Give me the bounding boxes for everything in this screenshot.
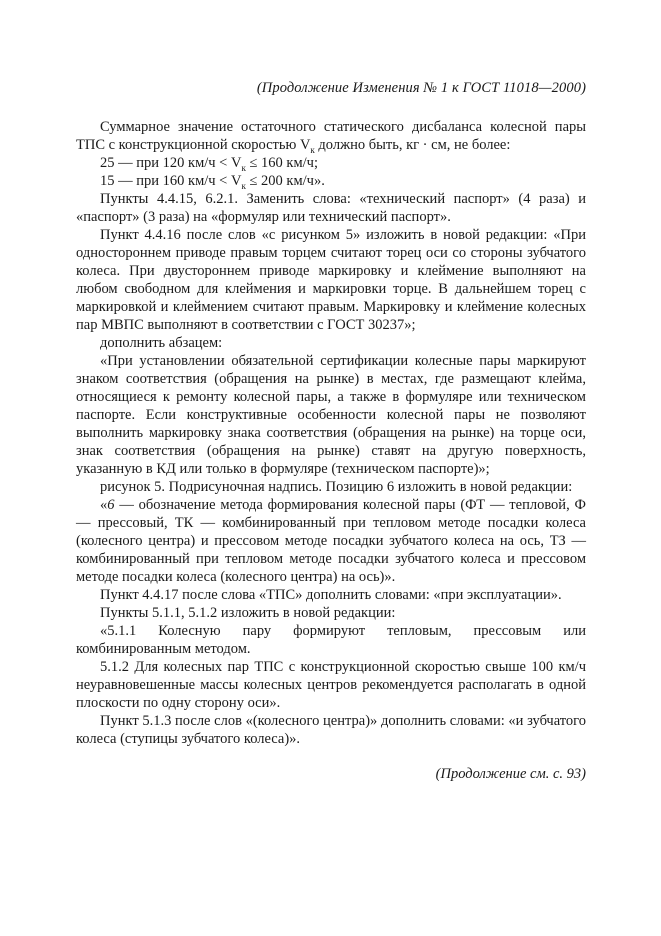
paragraph-position-6: «6 — обозначение метода формирования колесной пары (ФТ — тепловой, Ф — прессовый, ТК — комбинированный при тепловом методе посадки колеса (колесного центра) и прессовом методе посадки зубчатого колеса на ось, ТЗ — комбинированный при тепловом методе посадки зубчатого колеса и прессовом методе посадки колеса (колесного центра) на ось)». xyxy=(76,497,586,585)
list-item-limit-2 xyxy=(76,172,586,190)
document-body xyxy=(76,118,586,748)
paragraph-5-1-1-intro: Пункты 5.1.1, 5.1.2 изложить в новой редакции: xyxy=(100,605,396,621)
paragraph-4-4-15: Пункты 4.4.15, 6.2.1. Заменить слова: «технический паспорт» (4 раза) и «паспорт» (3 раза) на «формуляр или технический паспорт». xyxy=(76,191,586,225)
limit-text: ≤ 200 км/ч». xyxy=(245,173,325,189)
limit-text: 15 — при 160 км/ч < V xyxy=(100,173,242,189)
velocity-subscript: к xyxy=(310,144,315,155)
velocity-symbol: V xyxy=(299,137,311,153)
document-page xyxy=(76,78,586,784)
paragraph-4-4-16: Пункт 4.4.16 после слов «с рисунком 5» изложить в новой редакции: «При одностороннем приводе правым торцем считают торец оси со стороны зубчатого колеса. При двустороннем приводе маркировку и клеймение выполняют на любом свободном для клеймения и маркировки торце. В дальнейшем торец с маркировкой и клеймением считают правым. Маркировку и клеймение колесных пар МВПС выполняют в соответствии с ГОСТ 30237»; xyxy=(76,227,586,333)
list-item-limit-1 xyxy=(76,154,586,172)
paragraph-text: должно быть, кг · см, не более: xyxy=(314,137,511,153)
paragraph-4-4-17: Пункт 4.4.17 после слова «ТПС» дополнить словами: «при эксплуатации». xyxy=(100,587,562,603)
paragraph-add-abzac: дополнить абзацем: xyxy=(100,335,223,351)
paragraph-5-1-2: 5.1.2 Для колесных пар ТПС с конструкционной скоростью свыше 100 км/ч неуравновешенные массы колесных центров рекомендуется располагать в одной плоскости по одну сторону оси». xyxy=(76,659,586,711)
limit-text: ≤ 160 км/ч; xyxy=(245,155,318,171)
paragraph-text: — обозначение метода формирования колесной пары (ФТ — тепловой, Ф — прессовый, ТК — комбинированный при тепловом методе посадки колеса (колесного центра) и прессовом методе посадки зубчатого колеса на ось, ТЗ — комбинированный при тепловом методе посадки зубчатого колеса и прессовом методе посадки колеса (колесного центра) на ось)». xyxy=(76,497,586,585)
paragraph-certification: «При установлении обязательной сертификации колесные пары маркируют знаком соответствия (обращения на рынке) в местах, где размещают клейма, относящиеся к ремонту колесной пары, а также в формуляре или техническом паспорте. Если конструктивные особенности колесной пары не позволяют выполнить маркировку знака соответствия (обращения на рынке) на торце оси, знак соответствия (обращения на рынке) ставят на другую поверхность, указанную в КД или только в формуляре (техническом паспорте)»; xyxy=(76,353,586,477)
velocity-subscript: к xyxy=(241,180,246,191)
continuation-footer: (Продолжение см. с. 93) xyxy=(435,766,586,782)
paragraph-5-1-3: Пункт 5.1.3 после слов «(колесного центра)» дополнить словами: «и зубчатого колеса (ступицы зубчатого колеса)». xyxy=(76,713,586,747)
continuation-header: (Продолжение Изменения № 1 к ГОСТ 11018—2000) xyxy=(256,80,586,96)
velocity-subscript: к xyxy=(241,162,246,173)
limit-text: 25 — при 120 км/ч < V xyxy=(100,155,242,171)
paragraph-figure-5: рисунок 5. Подрисуночная надпись. Позицию 6 изложить в новой редакции: xyxy=(100,479,573,495)
paragraph-text: Суммарное значение остаточного статического дисбаланса колесной пары ТПС с конструкционной скоростью xyxy=(76,119,586,153)
paragraph-5-1-1: «5.1.1 Колесную пару формируют тепловым, прессовым или комбинированным методом. xyxy=(76,623,586,657)
position-number: 6 xyxy=(107,497,115,513)
paragraph-imbalance xyxy=(76,118,586,154)
